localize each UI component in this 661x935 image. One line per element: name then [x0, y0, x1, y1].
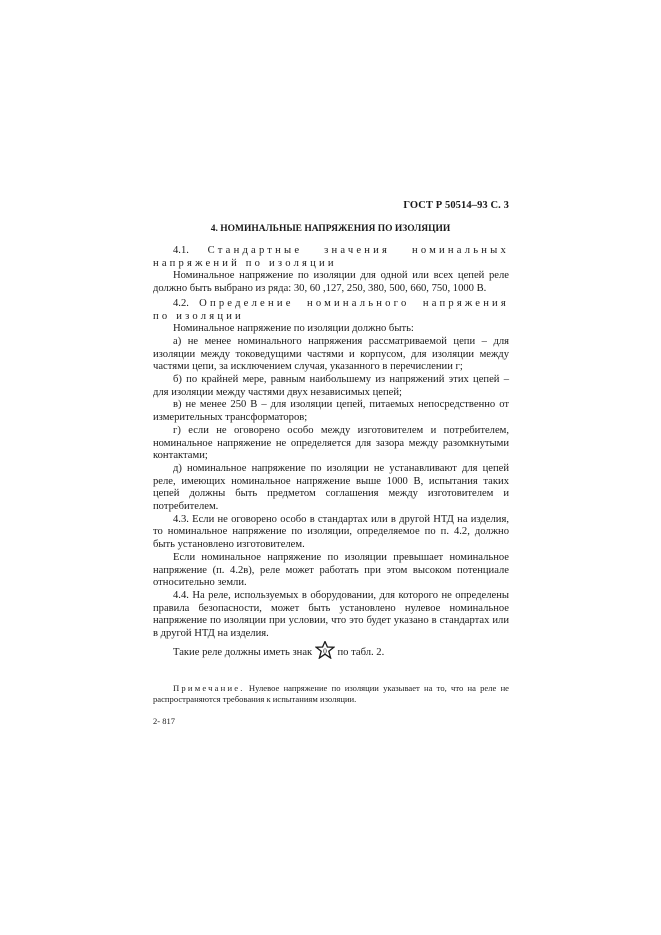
section-4-3-p2: Если номинальное напряжение по изоляции превышает номинальное напряжение (п. 4.2в), реле может работать при этом высоком потенциале относительно земли.	[153, 551, 509, 589]
item-d: д) номинальное напряжение по изоляции не устанавливают для цепей реле, имеющих номинальное напряжение выше 1000 В, испытания таких цепей должны быть предметом соглашения между изготовителем и потребителем.	[153, 462, 509, 513]
section-4-1-text: Номинальное напряжение по изоляции для одной или всех цепей реле должно быть выбрано из ряда: 30, 60 ,127, 250, 380, 500, 660, 750, 1000 В.	[153, 270, 509, 295]
body-text	[153, 245, 509, 660]
section-4-2-intro: Номинальное напряжение по изоляции должно быть:	[173, 323, 414, 335]
spaced-heading: Определение номинального напряжения по изоляции	[153, 297, 510, 322]
star-symbol-line: Такие реле должны иметь знак 0 по табл. 2.	[153, 641, 509, 660]
note-heading: Примечание.	[173, 683, 245, 693]
section-4-3-p1: 4.3. Если не оговорено особо в стандартах или в другой НТД на изделия, то номинальное напряжение по изоляции, определяемое по п. 4.2, должно быть установлено изготовителем.	[153, 513, 509, 551]
spaced-heading: Стандартные значения номинальных напряжений по изоляции	[153, 245, 509, 269]
item-v: в) не менее 250 В – для изоляции цепей, питаемых непосредственно от измерительных трансформаторов;	[153, 399, 509, 424]
section-4-4-text: 4.4. На реле, используемых в оборудовании, для которого не определены правила безопасности, может быть установлено нулевое номинальное напряжение по изоляции при условии, что это будет указано в стандартах или в другой НТД на изделия.	[153, 589, 509, 640]
section-4-2-heading: 4.2. Определение номинального напряжения по изоляции	[153, 297, 510, 322]
note-text: Нулевое напряжение по изоляции указывает на то, что на реле не распространяются требования к испытаниям изоляции.	[153, 683, 510, 704]
section-4-1-heading: 4.1. Стандартные значения номинальных напряжений по изоляции	[153, 245, 509, 269]
page-header: ГОСТ Р 50514–93 С. 3	[403, 200, 509, 211]
star-symbol-icon	[315, 641, 335, 659]
star-symbol-text: 0	[322, 646, 327, 656]
item-g: г) если не оговорено особо между изготовителем и потребителем, номинальное напряжение не определяется для зазора между разомкнутыми контактами;	[153, 424, 509, 462]
section-title: 4. НОМИНАЛЬНЫЕ НАПРЯЖЕНИЯ ПО ИЗОЛЯЦИИ	[210, 224, 451, 234]
item-b: б) по крайней мере, равным наибольшему из напряжений этих цепей – для изоляции между частями двух независимых цепей;	[153, 374, 509, 398]
item-a: а) не менее номинального напряжения рассматриваемой цепи – для изоляции между токоведущими частями и корпусом, для изоляции между частями цепи, за исключением случая, указанного в перечислении г;	[153, 335, 509, 373]
note-block	[153, 683, 509, 705]
page-footer: 2- 817	[153, 716, 175, 726]
